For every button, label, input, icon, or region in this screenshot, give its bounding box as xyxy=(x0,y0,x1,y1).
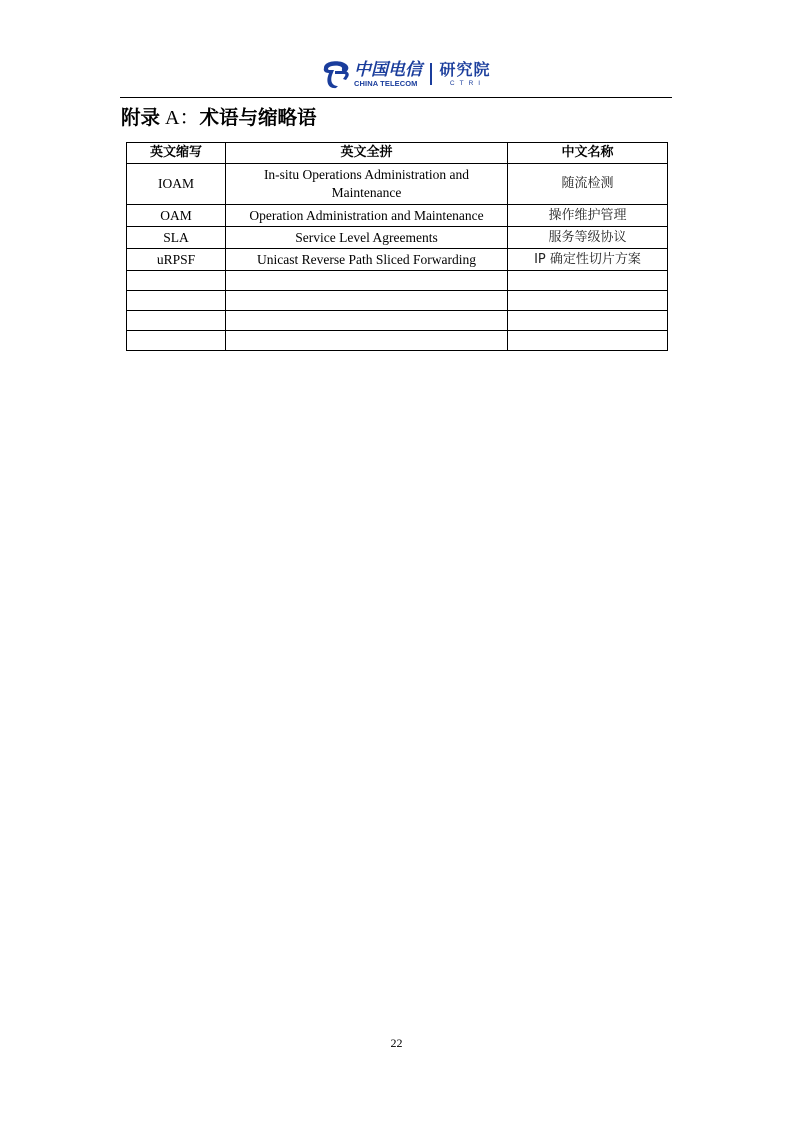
table-header-row xyxy=(127,143,668,164)
terms-table xyxy=(126,142,668,351)
empty-cell xyxy=(127,311,226,331)
column-header-abbr: 英文缩写 xyxy=(127,143,226,164)
ctri-wordmark xyxy=(440,61,491,88)
cn-name-cell: 随流检测 xyxy=(508,164,668,205)
title-letter: A： xyxy=(160,107,200,129)
title-rest: 术语与缩略语 xyxy=(199,106,317,129)
table-row xyxy=(127,249,668,271)
institute-en-text: CTRI xyxy=(449,79,486,87)
cn-name-cell: 服务等级协议 xyxy=(508,227,668,249)
full-name-cell: Service Level Agreements xyxy=(226,227,508,249)
china-telecom-logo-icon xyxy=(320,59,352,89)
empty-cell xyxy=(508,311,668,331)
empty-table-row xyxy=(127,311,668,331)
empty-cell xyxy=(508,331,668,351)
empty-cell xyxy=(226,271,508,291)
empty-table-row xyxy=(127,271,668,291)
header-divider xyxy=(120,97,672,98)
page-number: 22 xyxy=(390,1036,403,1050)
china-telecom-wordmark xyxy=(354,61,422,88)
title-prefix: 附录 xyxy=(121,106,161,129)
empty-cell xyxy=(508,271,668,291)
empty-cell xyxy=(127,271,226,291)
empty-table-row xyxy=(127,331,668,351)
empty-cell xyxy=(226,331,508,351)
full-name-cell: Unicast Reverse Path Sliced Forwarding xyxy=(226,249,508,271)
empty-table-row xyxy=(127,291,668,311)
cn-name-cell: 操作维护管理 xyxy=(508,205,668,227)
empty-cell xyxy=(127,331,226,351)
logo-en-text: CHINA TELECOM xyxy=(354,78,418,88)
logo-cn-text: 中国电信 xyxy=(354,59,422,80)
abbr-cell: OAM xyxy=(127,205,226,227)
empty-cell xyxy=(508,291,668,311)
full-name-line: Maintenance xyxy=(331,185,402,200)
header-logo xyxy=(320,58,491,90)
institute-cn-text: 研究院 xyxy=(439,59,491,79)
table-row xyxy=(127,227,668,249)
cn-name-cell: IP 确定性切片方案 xyxy=(508,249,668,271)
abbr-cell: SLA xyxy=(127,227,226,249)
logo-divider xyxy=(430,63,432,85)
empty-cell xyxy=(127,291,226,311)
column-header-full: 英文全拼 xyxy=(226,143,508,164)
full-name-cell xyxy=(226,164,508,205)
page-title xyxy=(121,101,316,130)
column-header-cn: 中文名称 xyxy=(508,143,668,164)
table-row xyxy=(127,205,668,227)
empty-cell xyxy=(226,311,508,331)
abbr-cell: IOAM xyxy=(127,164,226,205)
table-row xyxy=(127,164,668,205)
full-name-cell: Operation Administration and Maintenance xyxy=(226,205,508,227)
empty-cell xyxy=(226,291,508,311)
abbr-cell: uRPSF xyxy=(127,249,226,271)
full-name-line: In-situ Operations Administration and xyxy=(263,167,470,182)
